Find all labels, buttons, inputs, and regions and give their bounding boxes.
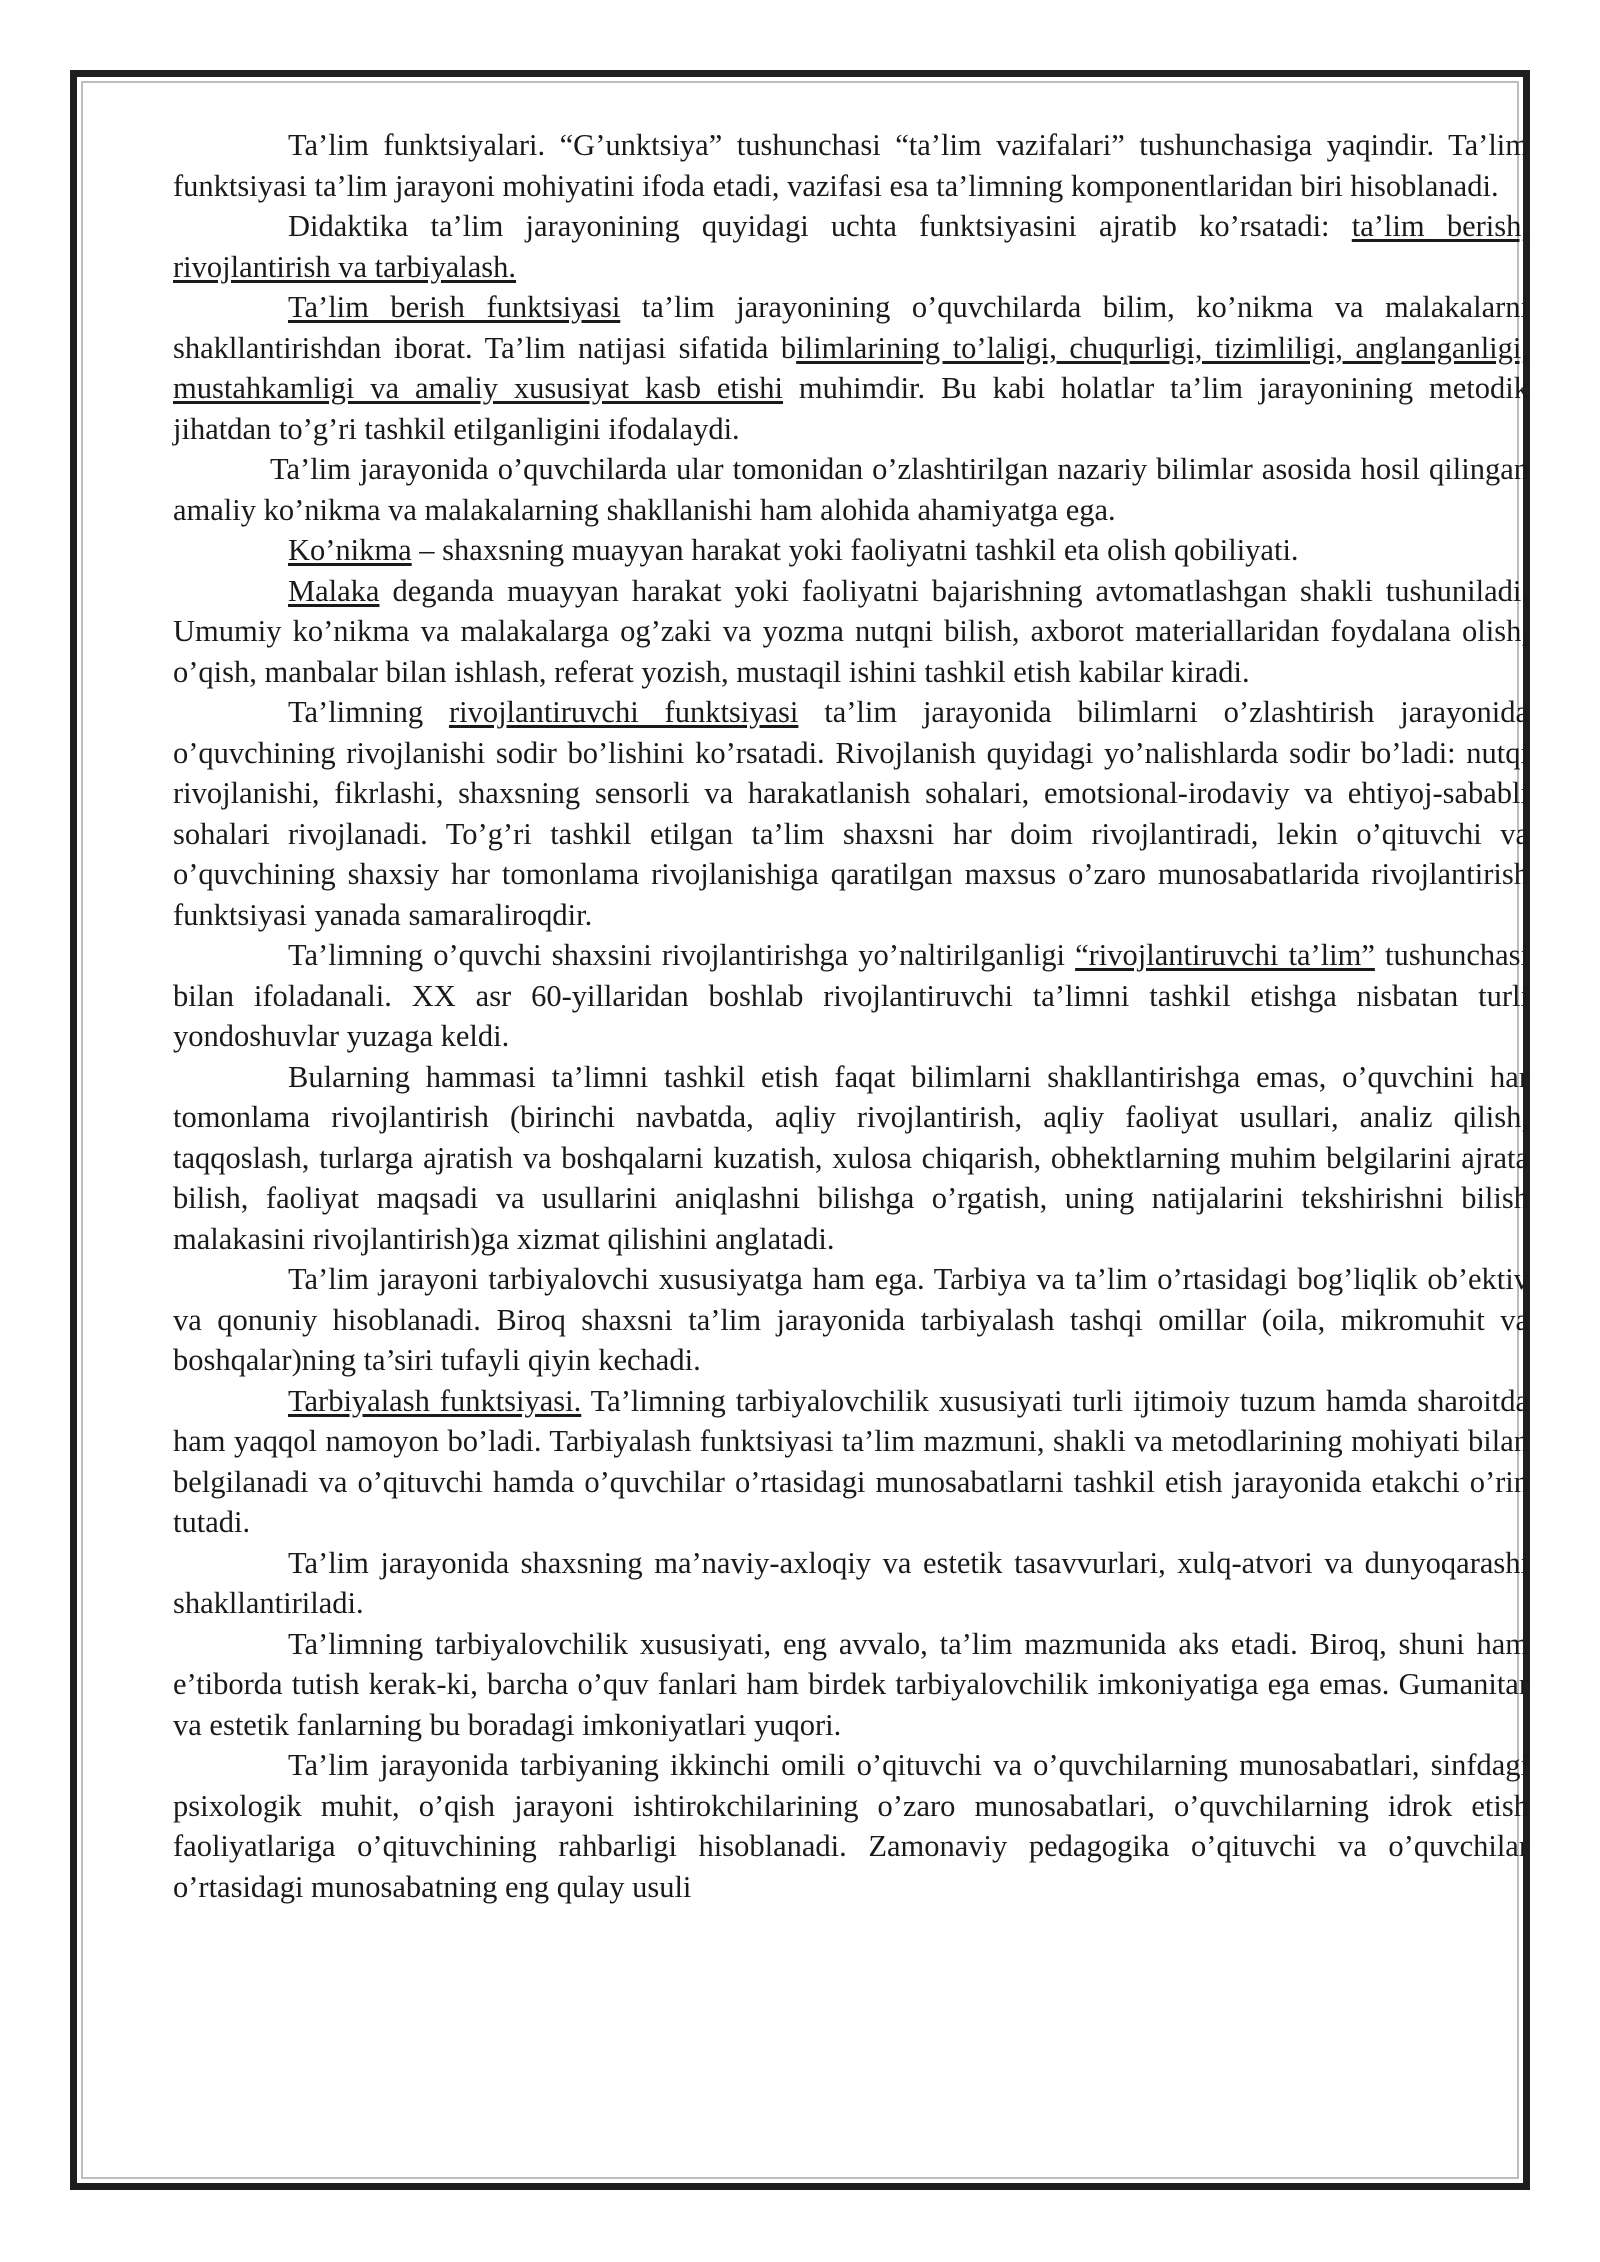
underlined-term: rivojlantiruvchi funktsiyasi	[448, 695, 799, 729]
paragraph-text: – shaxsning muayyan harakat yoki faoliyatni tashkil eta olish qobiliyati.	[411, 533, 1299, 567]
paragraph	[173, 1543, 1529, 1624]
paragraph	[173, 1057, 1529, 1260]
paragraph	[173, 530, 1529, 571]
paragraph	[173, 1259, 1529, 1381]
paragraph-text: tushunchasi bilan ifoladanali. XX asr 60-yillaridan boshlab rivojlantiruvchi ta’limni tashkil etishga nisbatan turli yondoshuvlar yuzaga keldi.	[173, 938, 1529, 1053]
paragraph	[173, 1745, 1529, 1907]
paragraph-text: Bularning hammasi ta’limni tashkil etish faqat bilimlarni shakllantirishga emas, o’quvchini har tomonlama rivojlantirish (birinchi navbatda, aqliy rivojlantirish, aqliy faoliyat usullari, analiz qilish, taqqoslash, turlarga ajratish va boshqalarni kuzatish, xulosa chiqarish, obhektlarning muhim belgilarini ajrata bilish, faoliyat maqsadi va usullarini aniqlashni bilishga o’rgatish, uning natijalarini tekshirishni bilish malakasini rivojlantirish)ga xizmat qilishini anglatadi.	[173, 1059, 1529, 1256]
paragraph	[173, 206, 1529, 287]
paragraph-text: Ta’lim jarayoni tarbiyalovchi xususiyatga ham ega. Tarbiya va ta’lim o’rtasidagi bog’liqlik ob’ektiv va qonuniy hisoblanadi. Biroq shaxsni ta’lim jarayonida tarbiyalash tashqi omillar (oila, mikromuhit va boshqalar)ning ta’siri tufayli qiyin kechadi.	[173, 1262, 1529, 1377]
underlined-term: Ta’lim berish funktsiyasi	[288, 290, 621, 324]
underlined-term: Tarbiyalash funktsiyasi.	[288, 1383, 582, 1418]
paragraph-text: muhimdir. Bu kabi holatlar ta’lim jarayonining metodik jihatdan to’g’ri tashkil etilganligini ifodalaydi.	[173, 371, 1529, 446]
paragraph	[173, 125, 1529, 206]
paragraph	[173, 692, 1529, 935]
paragraph	[173, 287, 1529, 449]
underlined-term: Malaka	[288, 573, 380, 608]
paragraph	[173, 571, 1529, 693]
paragraph-text: Didaktika ta’lim jarayonining quyidagi uchta funktsiyasini ajratib ko’rsatadi:	[288, 209, 1352, 243]
document-body	[173, 125, 1529, 1907]
paragraph-text: Ta’limning o’quvchi shaxsini rivojlantirishga yo’naltirilganligi	[288, 938, 1076, 972]
paragraph-text: ta’lim jarayonida bilimlarni o’zlashtirish jarayonida o’quvchining rivojlanishi sodir bo’lishini ko’rsatadi. Rivojlanish quyidagi yo’nalishlarda sodir bo’ladi: nutqi rivojlanishi, fikrlashi, shaxsning sensorli va harakatlanish sohalari, emotsional-irodaviy va ehtiyoj-sababli sohalari rivojlanadi. To’g’ri tashkil etilgan ta’lim shaxsni har doim rivojlantiradi, lekin o’qituvchi va o’quvchining shaxsiy har tomonlama rivojlanishiga qaratilgan maxsus o’zaro munosabatlarida rivojlantirish funktsiyasi yanada samaraliroqdir.	[173, 695, 1530, 932]
paragraph	[173, 935, 1529, 1057]
underlined-term: ilimlarining to’laligi, chuqurligi, tizimliligi, anglanganligi, mustahkamligi va amaliy xususiyat kasb etishi	[173, 330, 1529, 405]
paragraph	[173, 1624, 1529, 1746]
paragraph-text: Ta’lim jarayonida o’quvchilarda ular tomonidan o’zlashtirilgan nazariy bilimlar asosida hosil qilingan amaliy ko’nikma va malakalarning shakllanishi ham alohida ahamiyatga ega.	[173, 452, 1529, 527]
paragraph-text: Ta’lim funktsiyalari. “G’unktsiya” tushunchasi “ta’lim vazifalari” tushunchasiga yaqindir. Ta’lim funktsiyasi ta’lim jarayoni mohiyatini ifoda etadi, vazifasi esa ta’limning komponentlaridan biri hisoblanadi.	[173, 128, 1529, 203]
paragraph-text: Ta’limning tarbiyalovchilik xususiyati, eng avvalo, ta’lim mazmunida aks etadi. Biroq, shuni ham e’tiborda tutish kerak-ki, barcha o’quv fanlari ham birdek tarbiyalovchilik imkoniyatiga ega emas. Gumanitar va estetik fanlarning bu boradagi imkoniyatlari yuqori.	[173, 1626, 1529, 1742]
underlined-term: ta’lim berish, rivojlantirish va tarbiyalash.	[173, 209, 1529, 284]
page-frame	[70, 70, 1530, 2190]
underlined-term: “rivojlantiruvchi ta’lim”	[1075, 938, 1375, 972]
paragraph-text: deganda muayyan harakat yoki faoliyatni bajarishning avtomatlashgan shakli tushuniladi. Umumiy ko’nikma va malakalarga og’zaki va yozma nutqni bilish, axborot materiallaridan foydalana olish, o’qish, manbalar bilan ishlash, referat yozish, mustaqil ishini tashkil etish kabilar kiradi.	[173, 573, 1529, 689]
paragraph	[173, 1381, 1529, 1543]
paragraph	[173, 449, 1529, 530]
paragraph-text: Ta’lim jarayonida tarbiyaning ikkinchi omili o’qituvchi va o’quvchilarning munosabatlari, sinfdagi psixologik muhit, o’qish jarayoni ishtirokchilarining o’zaro munosabatlari, o’quvchilarning idrok etish faoliyatlariga o’qituvchining rahbarligi hisoblanadi. Zamonaviy pedagogika o’qituvchi va o’quvchilar o’rtasidagi munosabatning eng qulay usuli	[173, 1748, 1529, 1904]
paragraph-text: Ta’limning	[288, 695, 449, 729]
paragraph-text: ta’lim jarayonining o’quvchilarda bilim, ko’nikma va malakalarni shakllantirishdan iborat. Ta’lim natijasi sifatida b	[173, 290, 1529, 365]
paragraph-text: Ta’lim jarayonida shaxsning ma’naviy-axloqiy va estetik tasavvurlari, xulq-atvori va dunyoqarashi shakllantiriladi.	[173, 1545, 1529, 1620]
paragraph-text: Ta’limning tarbiyalovchilik xususiyati turli ijtimoiy tuzum hamda sharoitda ham yaqqol namoyon bo’ladi. Tarbiyalash funktsiyasi ta’lim mazmuni, shakli va metodlarining mohiyati bilan belgilanadi va o’qituvchi hamda o’quvchilar o’rtasidagi munosabatlarni tashkil etish jarayonida etakchi o’rin tutadi.	[173, 1383, 1529, 1539]
underlined-term: Ko’nikma	[288, 533, 412, 567]
